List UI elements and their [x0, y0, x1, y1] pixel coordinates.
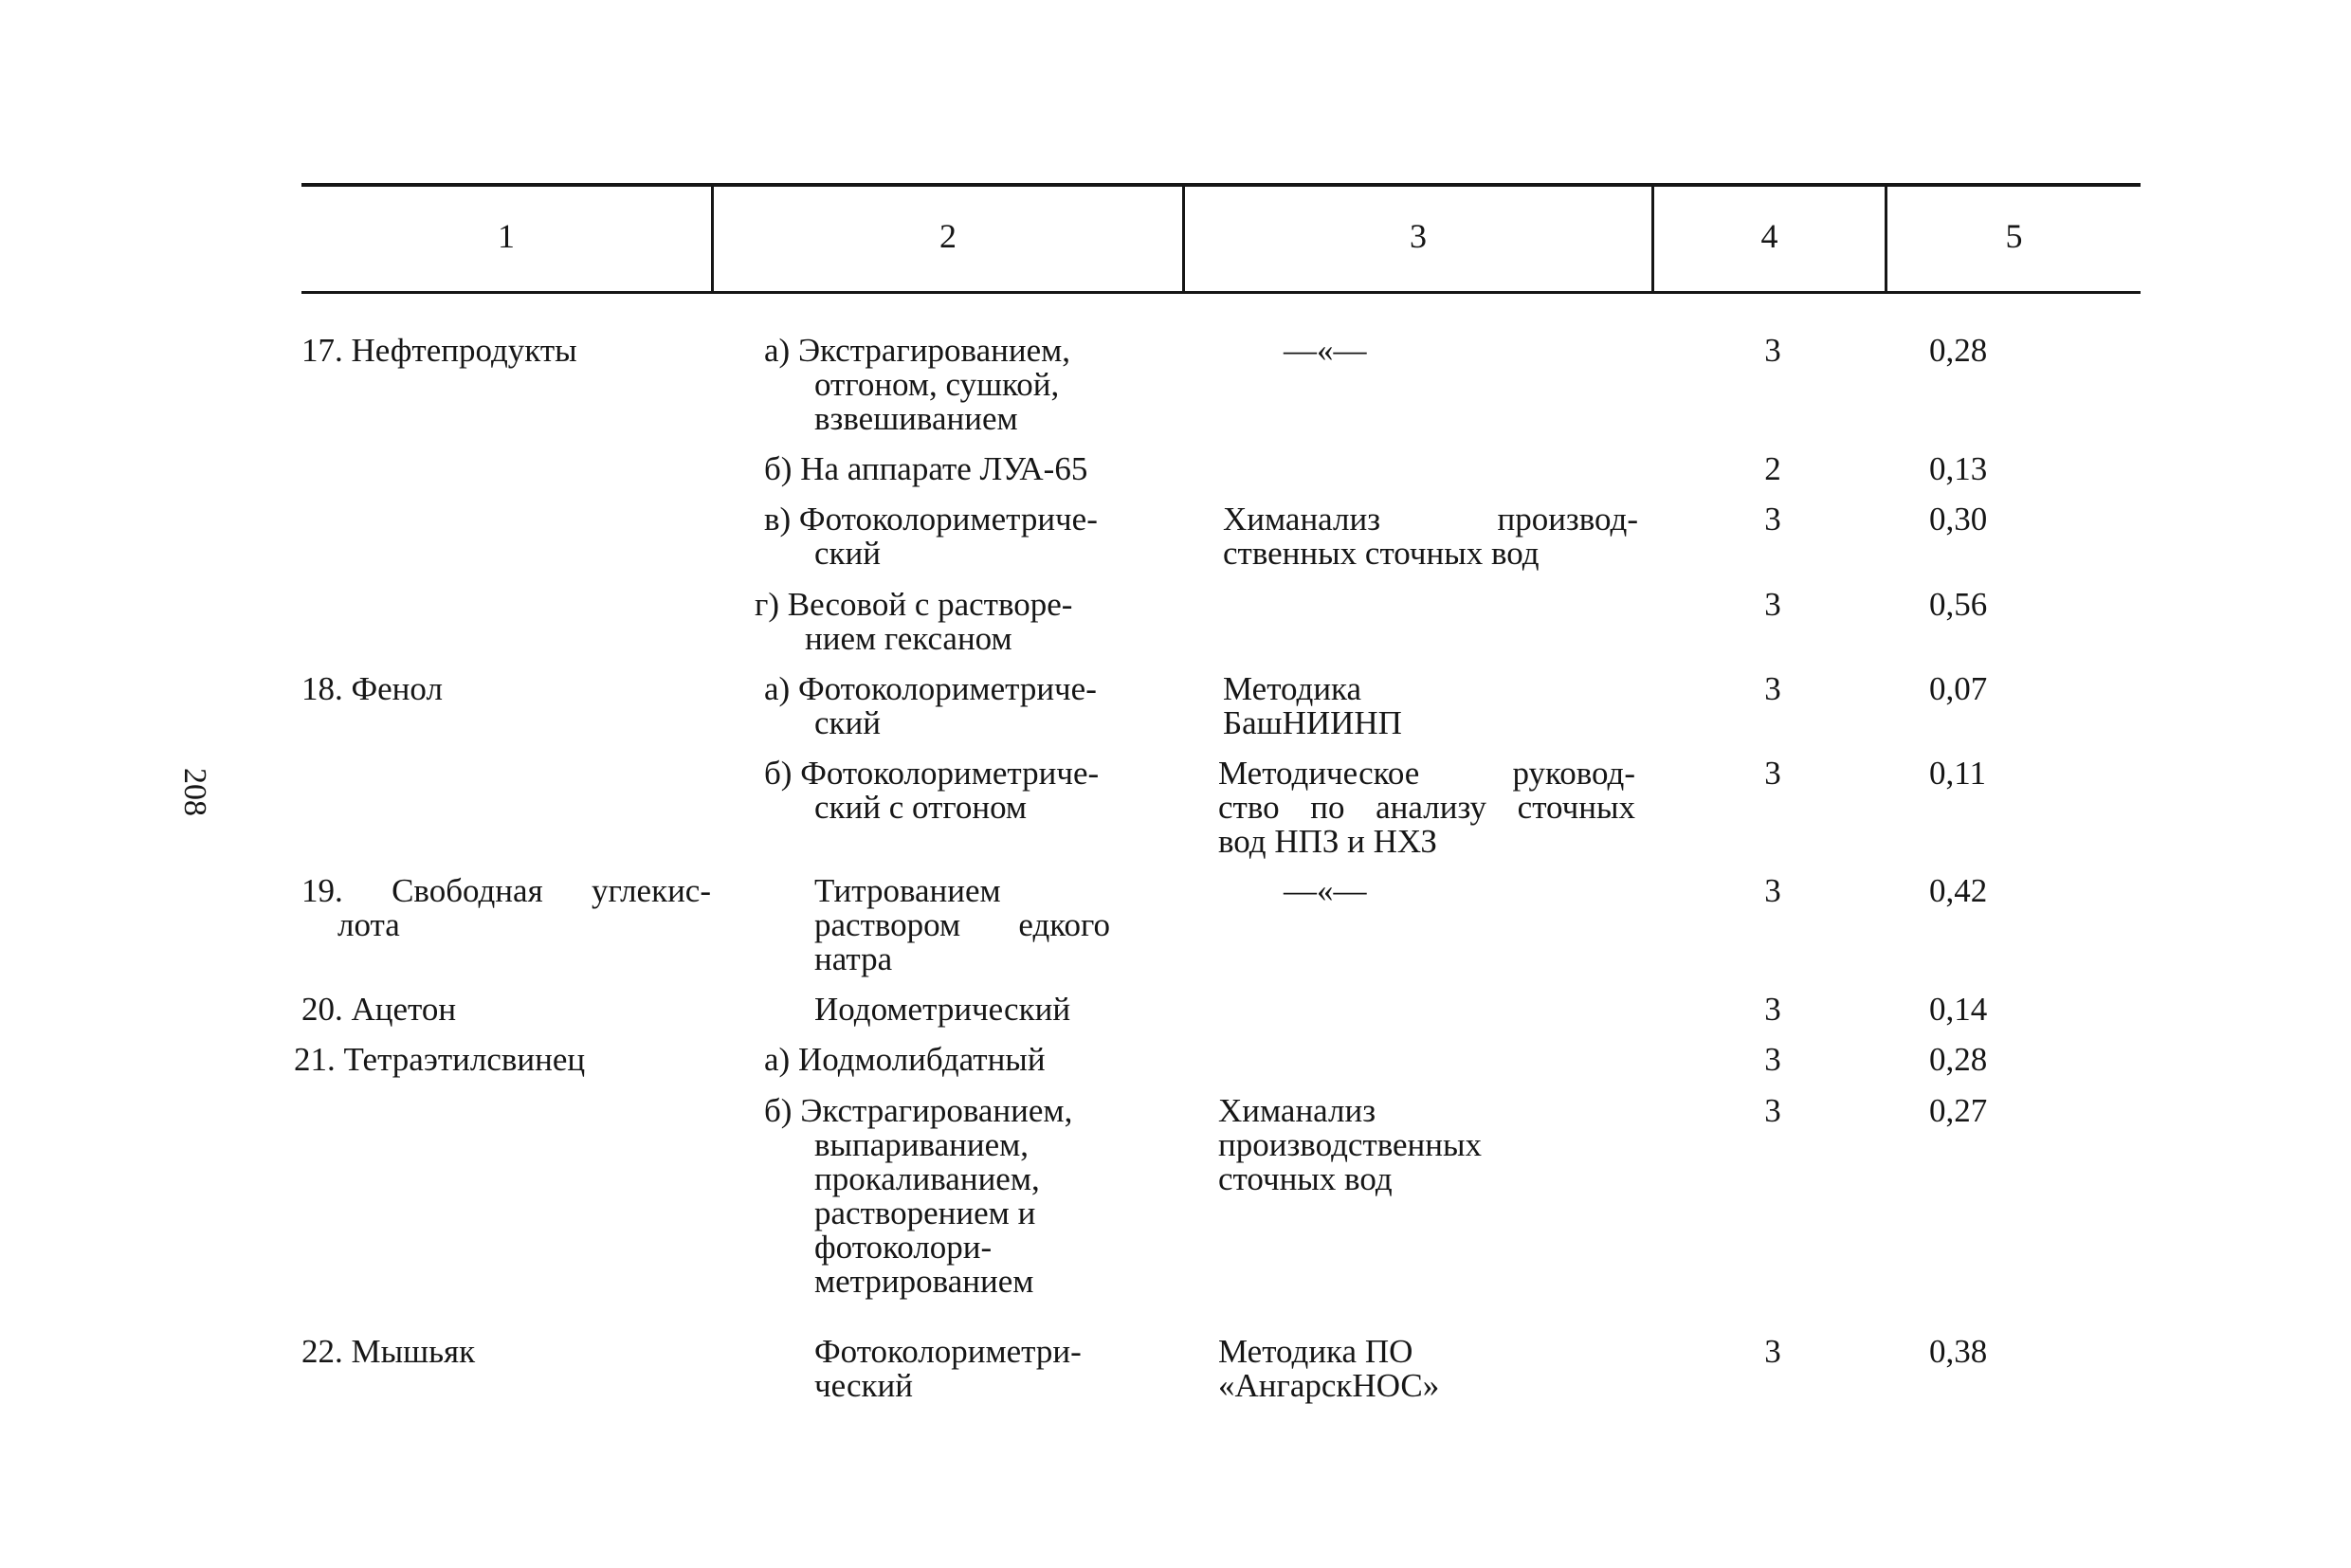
- column-5-value: 0,27: [1929, 1092, 1988, 1129]
- method-text: а) Иодмолибдатный: [764, 1041, 1046, 1078]
- column-4-value: 3: [1764, 501, 1781, 538]
- column-5-value: 0,38: [1929, 1333, 1988, 1370]
- column-5-value: 0,07: [1929, 670, 1988, 707]
- source-text: —«—: [1284, 332, 1367, 369]
- column-4-value: 3: [1764, 755, 1781, 792]
- column-4-value: 3: [1764, 670, 1781, 707]
- column-header-5: 5: [2005, 217, 2023, 255]
- substance-name: 22. Мышьяк: [301, 1333, 476, 1370]
- column-5-value: 0,56: [1929, 586, 1988, 623]
- column-5-value: 0,11: [1929, 755, 1986, 792]
- column-header-4: 4: [1760, 217, 1778, 255]
- column-4-value: 3: [1764, 1092, 1781, 1129]
- column-4-value: 3: [1764, 991, 1781, 1028]
- substance-name: 19. Свободная углекис- лота: [301, 872, 711, 943]
- source-text: Методика ПО «АнгарскНОС»: [1218, 1333, 1440, 1404]
- column-4-value: 3: [1764, 1333, 1781, 1370]
- method-text: б) Экстрагированием, выпариванием, прокаливанием, растворением и фотоколори- метрированием: [764, 1092, 1073, 1300]
- method-text: а) Экстрагированием, отгоном, сушкой, взвешиванием: [764, 332, 1071, 437]
- substance-name: 21. Тетраэтилсвинец: [294, 1041, 586, 1078]
- method-text: а) Фотоколориметриче- ский: [764, 670, 1097, 741]
- column-4-value: 2: [1764, 450, 1781, 487]
- source-text: Методическое руковод- ство по анализу сточных вод НПЗ и НХЗ: [1218, 755, 1635, 860]
- substance-name: 17. Нефтепродукты: [301, 332, 577, 369]
- method-text: Иодометрический: [814, 991, 1071, 1028]
- substance-name: 18. Фенол: [301, 670, 443, 707]
- table-header-rule: [301, 291, 2141, 294]
- method-text: Титрованием раствором едкого натра: [814, 872, 1110, 977]
- substance-name: 20. Ацетон: [301, 991, 457, 1028]
- column-4-value: 3: [1764, 586, 1781, 623]
- source-text: Химанализ производственных сточных вод: [1218, 1092, 1483, 1197]
- column-5-value: 0,13: [1929, 450, 1988, 487]
- column-5-value: 0,28: [1929, 332, 1988, 369]
- table-top-rule: [301, 183, 2141, 187]
- column-4-value: 3: [1764, 872, 1781, 909]
- page-number: 208: [177, 768, 212, 816]
- method-text: б) На аппарате ЛУА-65: [764, 450, 1088, 487]
- method-text: Фотоколориметри- ческий: [814, 1333, 1082, 1404]
- column-header-2: 2: [939, 217, 957, 255]
- column-4-value: 3: [1764, 1041, 1781, 1078]
- source-text: —«—: [1284, 872, 1367, 909]
- method-text: г) Весовой с растворе- нием гексаном: [755, 586, 1073, 657]
- column-header-1: 1: [498, 217, 515, 255]
- column-5-value: 0,30: [1929, 501, 1988, 538]
- column-5-value: 0,28: [1929, 1041, 1988, 1078]
- column-5-value: 0,14: [1929, 991, 1988, 1028]
- column-header-3: 3: [1410, 217, 1427, 255]
- method-text: в) Фотоколориметриче- ский: [764, 501, 1098, 572]
- source-text: Методика БашНИИНП: [1223, 670, 1402, 741]
- source-text: Химанализ производ- ственных сточных вод: [1223, 501, 1638, 572]
- column-4-value: 3: [1764, 332, 1781, 369]
- column-5-value: 0,42: [1929, 872, 1988, 909]
- method-text: б) Фотоколориметриче- ский с отгоном: [764, 755, 1100, 826]
